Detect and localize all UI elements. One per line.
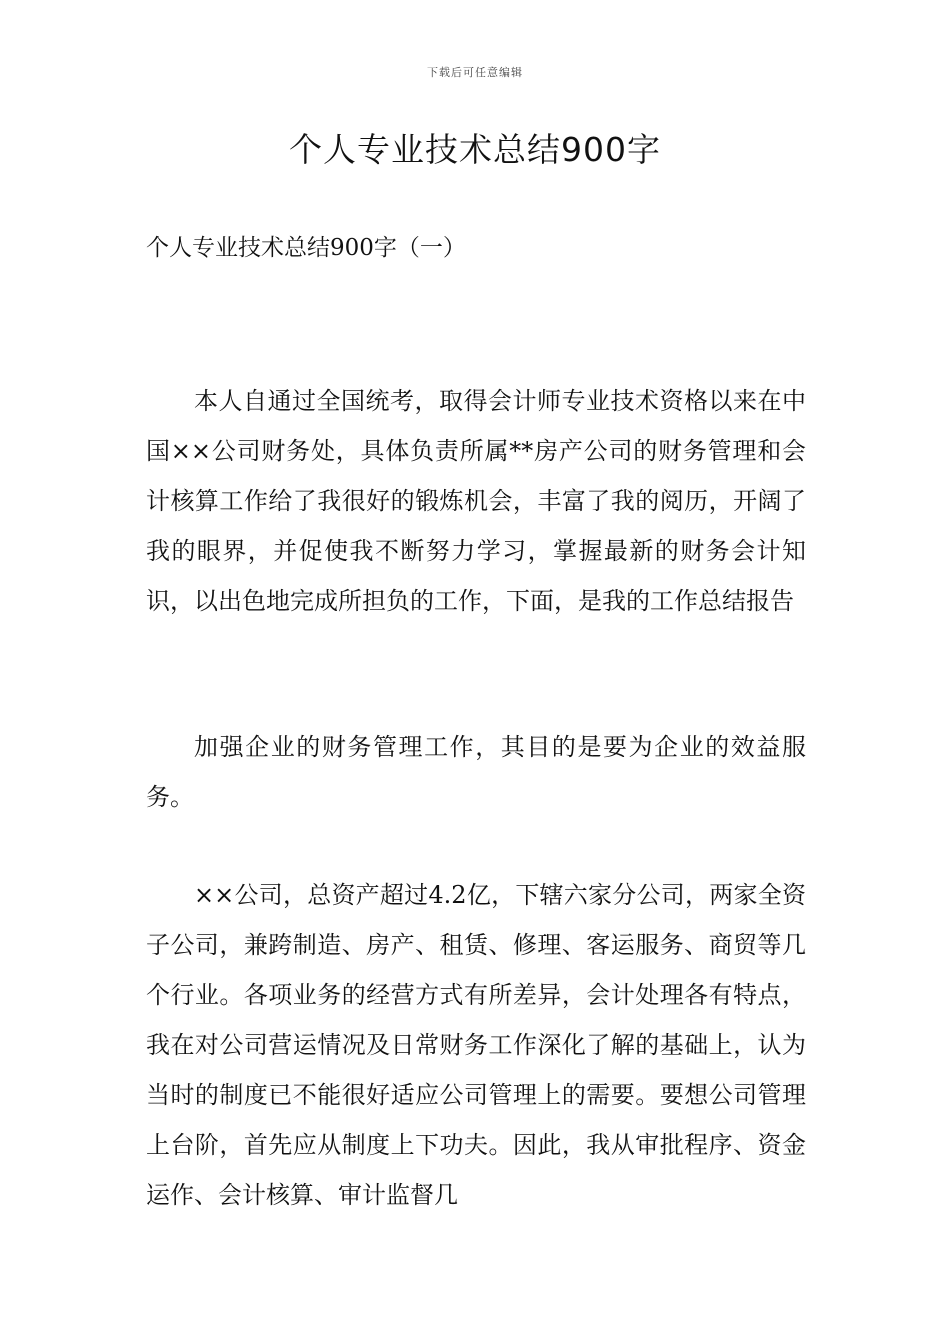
paragraph-2: 加强企业的财务管理工作，其目的是要为企业的效益服务。 <box>146 733 806 811</box>
document-title: 个人专业技术总结900字 <box>289 130 661 169</box>
header-note: 下载后可任意编辑 <box>427 66 523 79</box>
paragraph-3: ××公司，总资产超过4.2亿，下辖六家分公司，两家全资子公司，兼跨制造、房产、租赁、修理、客运服务、商贸等几个行业。各项业务的经营方式有所差异，会计处理各有特点，我在对公司营运情况及日常财务工作深化了解的基础上，认为当时的制度已不能很好适应公司管理上的需要。要想公司管理上台阶，首先应从制度上下功夫。因此，我从审批程序、资金运作、会计核算、审计监督几 <box>146 881 806 1209</box>
paragraph-1: 本人自通过全国统考，取得会计师专业技术资格以来在中国××公司财务处，具体负责所属**房产公司的财务管理和会计核算工作给了我很好的锻炼机会，丰富了我的阅历，开阔了我的眼界，并促使我不断努力学习，掌握最新的财务会计知识，以出色地完成所担负的工作，下面，是我的工作总结报告 <box>146 387 806 615</box>
section-subtitle: 个人专业技术总结900字（一） <box>146 235 466 261</box>
